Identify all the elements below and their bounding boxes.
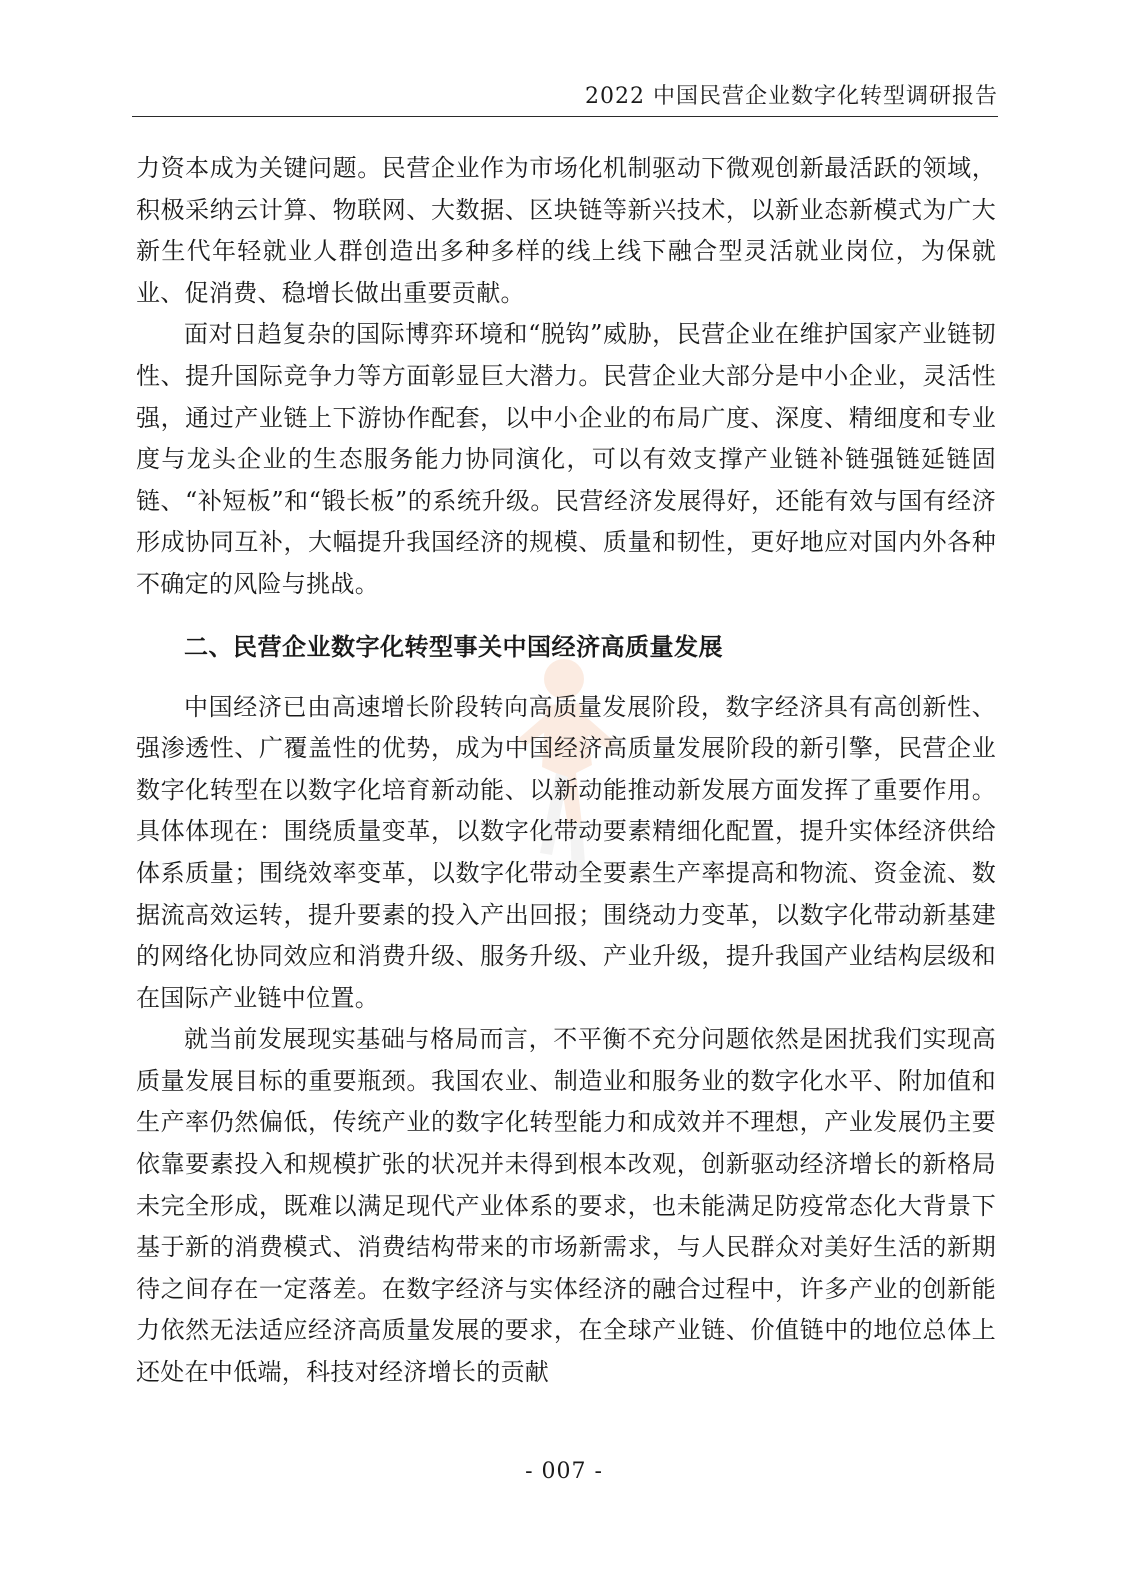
paragraph: 中国经济已由高速增长阶段转向高质量发展阶段，数字经济具有高创新性、强渗透性、广覆盖性的优势，成为中国经济高质量发展阶段的新引擎，民营企业数字化转型在以数字化培育新动能、以新动能推动新发展方面发挥了重要作用。具体体现在：围绕质量变革，以数字化带动要素精细化配置，提升实体经济供给体系质量；围绕效率变革，以数字化带动全要素生产率提高和物流、资金流、数据流高效运转，提升要素的投入产出回报；围绕动力变革，以数字化带动新基建的网络化协同效应和消费升级、服务升级、产业升级，提升我国产业结构层级和在国际产业链中位置。 bbox=[136, 692, 996, 1012]
body-text bbox=[136, 148, 996, 1394]
report-title: 2022 中国民营企业数字化转型调研报告 bbox=[585, 84, 998, 109]
section-heading: 二、民营企业数字化转型事关中国经济高质量发展 bbox=[184, 632, 723, 661]
running-header bbox=[132, 80, 998, 117]
page-number: - 007 - bbox=[525, 1459, 603, 1484]
paragraph: 就当前发展现实基础与格局而言，不平衡不充分问题依然是困扰我们实现高质量发展目标的重要瓶颈。我国农业、制造业和服务业的数字化水平、附加值和生产率仍然偏低，传统产业的数字化转型能力和成效并不理想，产业发展仍主要依靠要素投入和规模扩张的状况并未得到根本改观，创新驱动经济增长的新格局未完全形成，既难以满足现代产业体系的要求，也未能满足防疫常态化大背景下基于新的消费模式、消费结构带来的市场新需求，与人民群众对美好生活的新期待之间存在一定落差。在数字经济与实体经济的融合过程中，许多产业的创新能力依然无法适应经济高质量发展的要求，在全球产业链、价值链中的地位总体上还处在中低端，科技对经济增长的贡献 bbox=[136, 1025, 996, 1387]
paragraph: 面对日趋复杂的国际博弈环境和“脱钩”威胁，民营企业在维护国家产业链韧性、提升国际竞争力等方面彰显巨大潜力。民营企业大部分是中小企业，灵活性强，通过产业链上下游协作配套，以中小企业的布局广度、深度、精细度和专业度与龙头企业的生态服务能力协同演化，可以有效支撑产业链补链强链延链固链、“补短板”和“锻长板”的系统升级。民营经济发展得好，还能有效与国有经济形成协同互补，大幅提升我国经济的规模、质量和韧性，更好地应对国内外各种不确定的风险与挑战。 bbox=[136, 320, 996, 598]
paragraph: 力资本成为关键问题。民营企业作为市场化机制驱动下微观创新最活跃的领域，积极采纳云计算、物联网、大数据、区块链等新兴技术，以新业态新模式为广大新生代年轻就业人群创造出多种多样的线上线下融合型灵活就业岗位，为保就业、促消费、稳增长做出重要贡献。 bbox=[136, 154, 996, 307]
